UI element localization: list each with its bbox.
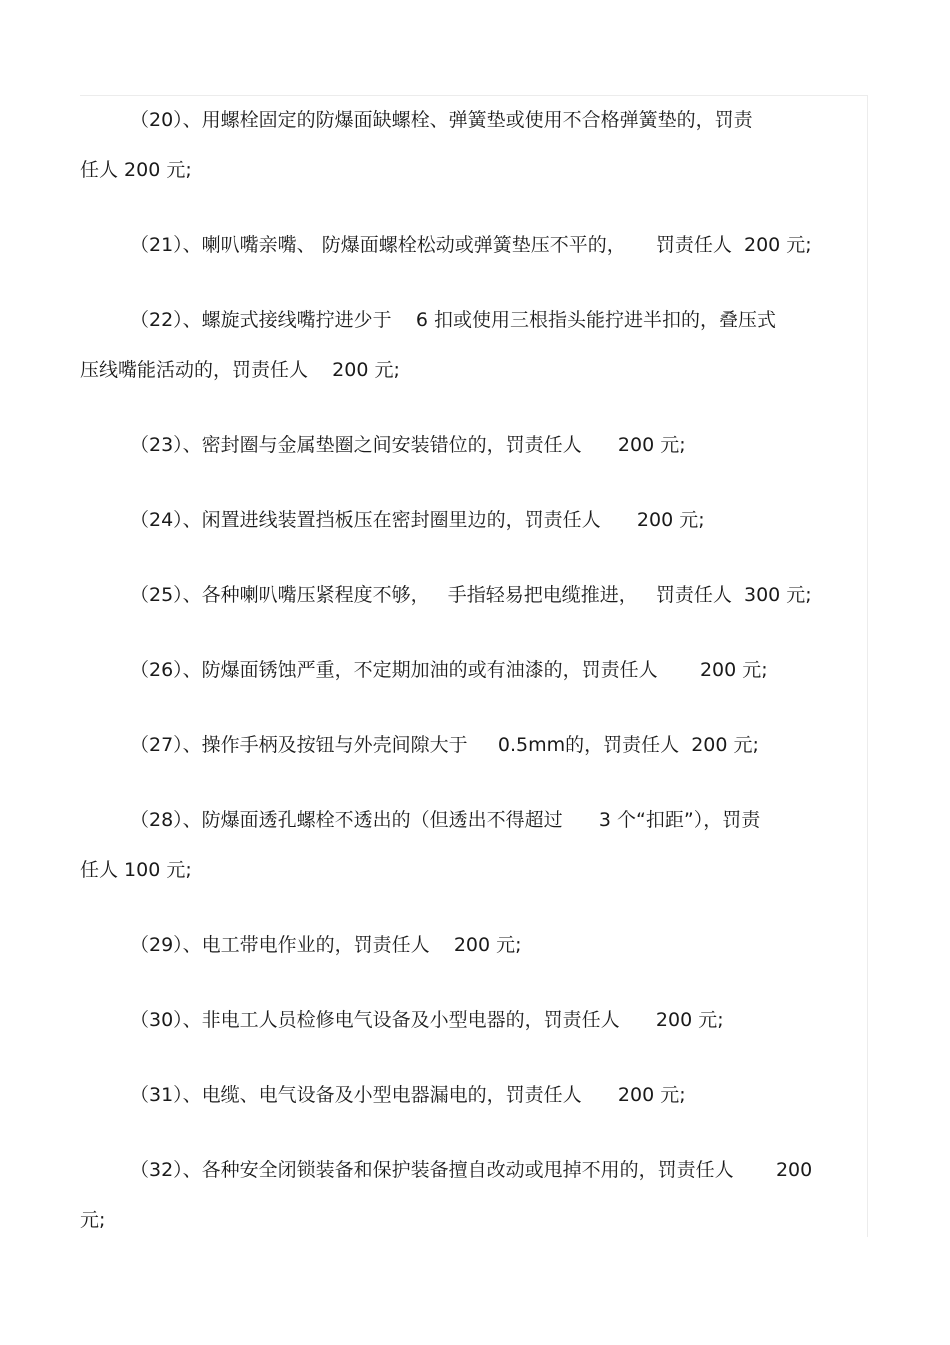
clause-32 [80, 1145, 880, 1245]
clause-line: （21）、喇叭嘴亲嘴、 防爆面螺栓松动或弹簧垫压不平的， 罚责任人 200 元; [130, 234, 812, 256]
clause-line: （26）、防爆面锈蚀严重，不定期加油的或有油漆的，罚责任人 200 元; [130, 659, 768, 681]
clause-29 [80, 920, 880, 970]
clause-28 [80, 795, 880, 895]
clause-25 [80, 570, 880, 620]
document-body [80, 95, 880, 1245]
clause-31 [80, 1070, 880, 1120]
clause-line: （31）、电缆、电气设备及小型电器漏电的，罚责任人 200 元; [130, 1084, 686, 1106]
clause-line: （24）、闲置进线装置挡板压在密封圈里边的，罚责任人 200 元; [130, 509, 705, 531]
clause-22 [80, 295, 880, 395]
clause-line: （32）、各种安全闭锁装备和保护装备擅自改动或甩掉不用的，罚责任人 200 [130, 1159, 813, 1181]
clause-line: 元; [80, 1209, 106, 1231]
clause-20 [80, 95, 880, 195]
clause-30 [80, 995, 880, 1045]
clause-line: （28）、防爆面透孔螺栓不透出的（但透出不得超过 3 个“扣距”），罚责 [130, 809, 761, 831]
clause-line: （30）、非电工人员检修电气设备及小型电器的，罚责任人 200 元; [130, 1009, 724, 1031]
clause-24 [80, 495, 880, 545]
clause-line: （27）、操作手柄及按钮与外壳间隙大于 0.5mm的，罚责任人 200 元; [130, 734, 759, 756]
clause-27 [80, 720, 880, 770]
clause-line: （22）、螺旋式接线嘴拧进少于 6 扣或使用三根指头能拧进半扣的，叠压式 [130, 309, 776, 331]
clause-line: 任人 100 元; [80, 859, 192, 881]
clause-line: 压线嘴能活动的，罚责任人 200 元; [80, 359, 400, 381]
clause-line: （23）、密封圈与金属垫圈之间安装错位的，罚责任人 200 元; [130, 434, 686, 456]
clause-21 [80, 220, 880, 270]
clause-26 [80, 645, 880, 695]
clause-line: 任人 200 元; [80, 159, 192, 181]
clause-line: （20）、用螺栓固定的防爆面缺螺栓、弹簧垫或使用不合格弹簧垫的，罚责 [130, 109, 753, 131]
clause-line: （29）、电工带电作业的，罚责任人 200 元; [130, 934, 522, 956]
clause-line: （25）、各种喇叭嘴压紧程度不够， 手指轻易把电缆推进， 罚责任人 300 元; [130, 584, 812, 606]
clause-23 [80, 420, 880, 470]
